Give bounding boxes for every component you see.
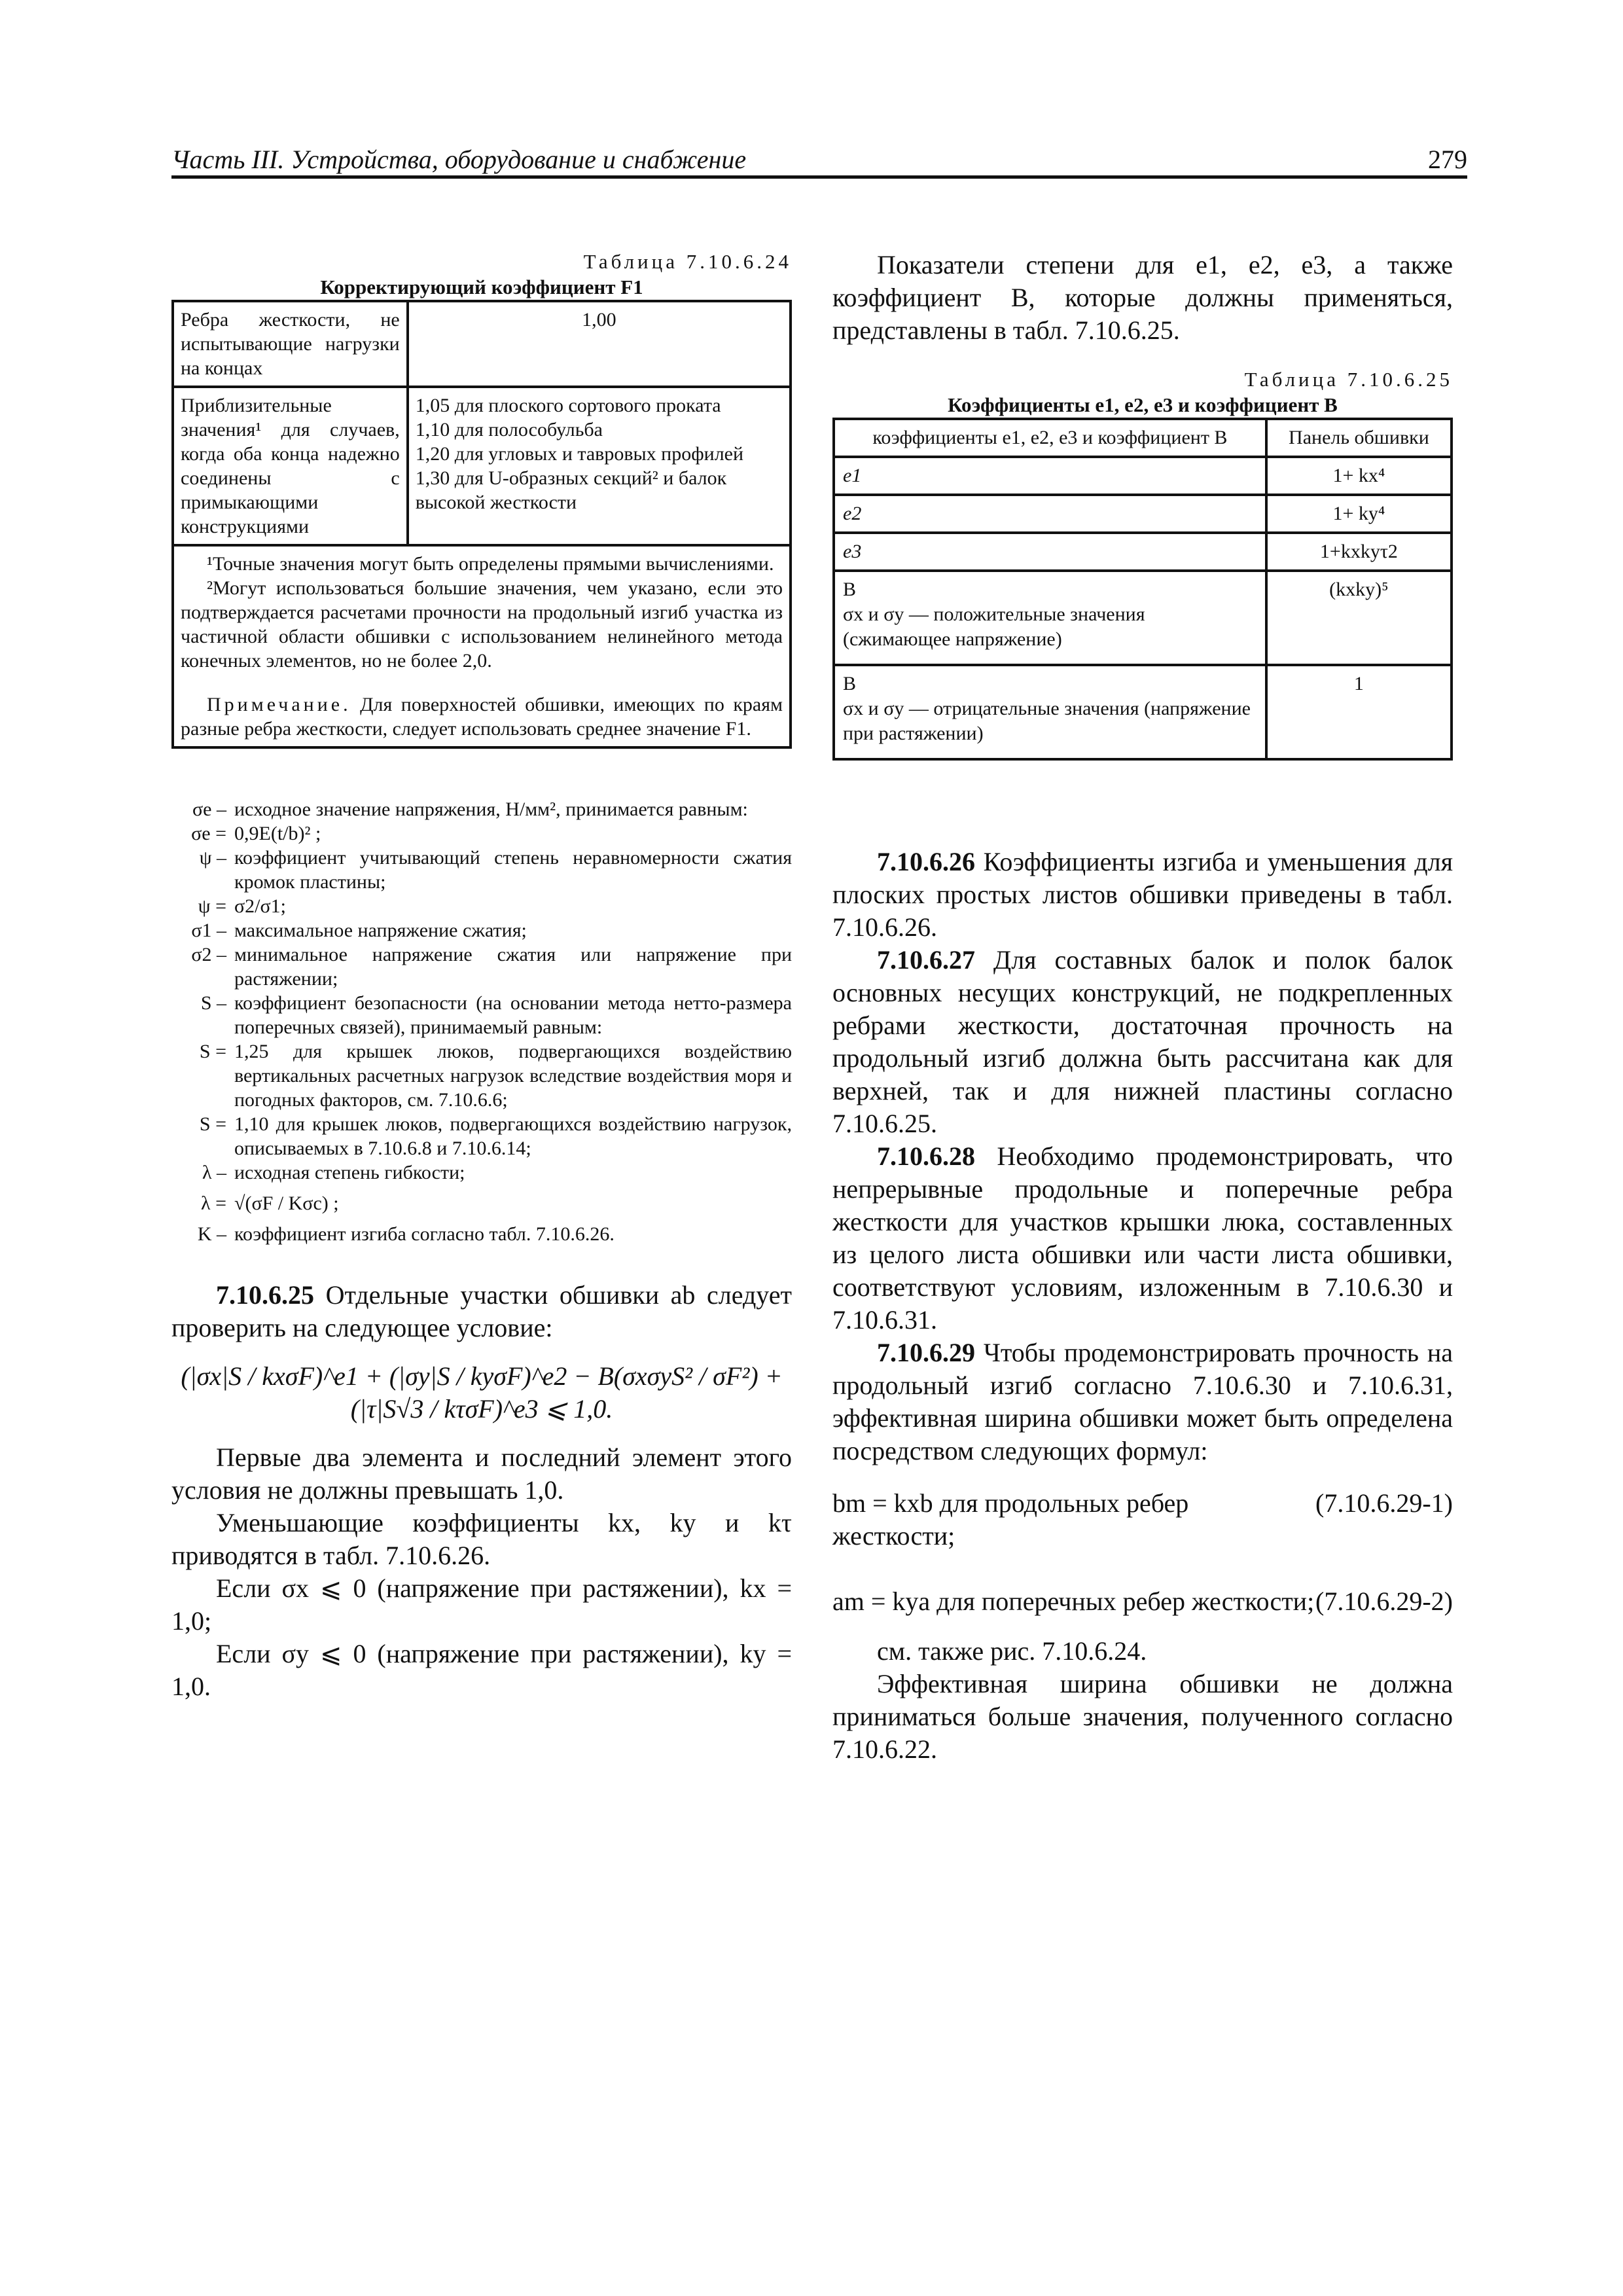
table-24-row1-value: 1,00 bbox=[408, 301, 791, 387]
formula-29-2: (7.10.6.29-2) am = kya для поперечных ребер жесткости; bbox=[832, 1585, 1453, 1618]
definition-item: ψ = σ2/σ1; bbox=[198, 895, 287, 917]
table-24 bbox=[171, 300, 792, 749]
table-24-note bbox=[181, 692, 783, 741]
definition-item: λ – исходная степень гибкости; bbox=[202, 1162, 465, 1183]
table-25-title: Коэффициенты e1, e2, e3 и коэффициент B bbox=[948, 393, 1338, 416]
buckling-condition-formula: (|σx|S / kxσF)^e1 + (|σy|S / kyσF)^e2 − B(σxσyS² / σF²) + (|τ|S√3 / kτσF)^e3 ⩽ 1,0. bbox=[181, 1361, 783, 1424]
definition-item: σe – исходное значение напряжения, Н/мм², принимается равным: bbox=[192, 798, 748, 820]
intro-paragraph: Показатели степени для e1, e2, e3, а также коэффициент B, которые должны применяться, представлены в табл. 7.10.6.25. bbox=[832, 250, 1453, 345]
paragraph: Если σy ⩽ 0 (напряжение при растяжении), ky = 1,0. bbox=[171, 1639, 792, 1701]
paragraph: Если σx ⩽ 0 (напряжение при растяжении), kx = 1,0; bbox=[171, 1573, 792, 1636]
definition-item: σ2 – минимальное напряжение сжатия или напряжение при растяжении; bbox=[191, 944, 792, 990]
table-row: B σx и σy — отрицательные значения (напряжение при растяжении) 1 bbox=[834, 665, 1452, 759]
table-row bbox=[173, 387, 791, 545]
definition-item: σe = 0,9E(t/b)² ; bbox=[191, 823, 321, 844]
table-24-value-line: 1,10 для полособульба bbox=[415, 419, 603, 440]
table-24-row1-label: Ребра жесткости, не испытывающие нагрузки на концах bbox=[173, 301, 408, 387]
paragraph: Уменьшающие коэффициенты kx, ky и kτ приводятся в табл. 7.10.6.26. bbox=[171, 1508, 792, 1570]
table-row: e1 1+ kx⁴ bbox=[834, 457, 1452, 495]
note-text: Для поверхностей обшивки, имеющих по краям разные ребра жесткости, следует использовать среднее значение F1. bbox=[181, 694, 783, 740]
definition-item: K – коэффициент изгиба согласно табл. 7.10.6.26. bbox=[197, 1223, 615, 1245]
table-24-value-line: 1,05 для плоского сортового проката bbox=[415, 395, 721, 416]
definition-item: S = 1,10 для крышек люков, подвергающихся воздействию нагрузок, описываемых в 7.10.6.8 и 7.10.6.14; bbox=[199, 1113, 792, 1159]
table-header-row bbox=[834, 419, 1452, 457]
paragraph-7-10-6-27: 7.10.6.27 Для составных балок и полок балок основных несущих конструкций, не подкрепленных ребрами жесткости, достаточная прочность на продольный изгиб должна быть рассчитана как для верхней, так и для нижней пластины согласно 7.10.6.25. bbox=[832, 945, 1453, 1138]
definition-item: λ = √(σF / Kσc) ; bbox=[201, 1193, 339, 1214]
definition-item: S – коэффициент безопасности (на основании метода нетто-размера поперечных связей), принимаемый равным: bbox=[200, 992, 792, 1038]
table-row: B σx и σy — положительные значения (сжимающее напряжение) (kxky)⁵ bbox=[834, 571, 1452, 665]
table-row: e3 1+kxkyτ2 bbox=[834, 533, 1452, 571]
definition-item: σ1 – максимальное напряжение сжатия; bbox=[191, 920, 527, 941]
see-also: см. также рис. 7.10.6.24. bbox=[877, 1636, 1147, 1666]
table-24-title: Корректирующий коэффициент F1 bbox=[320, 276, 643, 298]
table-25-head-right: Панель обшивки bbox=[1266, 419, 1452, 457]
note-label: Примечание. bbox=[207, 694, 351, 715]
table-row bbox=[173, 545, 791, 747]
paragraph-7-10-6-28: 7.10.6.28 Необходимо продемонстрировать, что непрерывные продольные и поперечные ребра жесткости для участков крышки люка, составленных из целого листа обшивки или части листа обшивки, соответствуют условиям, изложенным в 7.10.6.30 и 7.10.6.31. bbox=[832, 1141, 1453, 1335]
definition-item: S = 1,25 для крышек люков, подвергающихся воздействию вертикальных расчетных нагрузок вследствие воздействия моря и погодных факторов, см. 7.10.6.6; bbox=[199, 1041, 792, 1111]
footnote-1: ¹Точные значения могут быть определены прямыми вычислениями. bbox=[207, 553, 774, 575]
formula-29-1: (7.10.6.29-1) bm = kxb для продольных ребер жесткости; bbox=[832, 1488, 1453, 1551]
table-row: e2 1+ ky⁴ bbox=[834, 495, 1452, 533]
paragraph-7-10-6-29: 7.10.6.29 Чтобы продемонстрировать прочность на продольный изгиб согласно 7.10.6.30 и 7.10.6.31, эффективная ширина обшивки может быть определена посредством следующих формул: bbox=[832, 1338, 1453, 1465]
left-column bbox=[171, 249, 792, 1703]
definitions-list bbox=[171, 797, 792, 1246]
table-24-caption: Таблица 7.10.6.24 bbox=[583, 250, 792, 273]
definition-item: ψ – коэффициент учитывающий степень неравномерности сжатия кромок пластины; bbox=[199, 847, 792, 893]
table-24-notes bbox=[173, 545, 791, 747]
table-24-row2-values bbox=[408, 387, 791, 545]
paragraph: Первые два элемента и последний элемент этого условия не должны превышать 1,0. bbox=[171, 1443, 792, 1505]
paragraph: Эффективная ширина обшивки не должна приниматься больше значения, полученного согласно 7.10.6.22. bbox=[832, 1669, 1453, 1764]
page-header bbox=[171, 143, 1467, 179]
table-24-value-line: 1,30 для U-образных секций² и балок высокой жесткости bbox=[415, 467, 727, 513]
table-24-row2-label: Приблизительные значения¹ для случаев, когда оба конца надежно соединены с примыкающими конструкциями bbox=[173, 387, 408, 545]
formula-number: (7.10.6.29-2) bbox=[1315, 1587, 1453, 1616]
table-24-value-line: 1,20 для угловых и тавровых профилей bbox=[415, 443, 744, 465]
formula-number: (7.10.6.29-1) bbox=[1315, 1488, 1453, 1518]
table-25 bbox=[832, 418, 1453, 761]
table-25-head-left: коэффициенты e1, e2, e3 и коэффициент B bbox=[834, 419, 1266, 457]
clause-number: 7.10.6.25 bbox=[216, 1280, 314, 1310]
table-row bbox=[173, 301, 791, 387]
right-column bbox=[832, 249, 1453, 1766]
footnote-2: ²Могут использоваться большие значения, чем указано, если это подтверждается расчетами прочности на продольный изгиб участка из частичной области обшивки с использованием нелинейного метода конечных элементов, но не более 2,0. bbox=[181, 577, 783, 672]
header-rule bbox=[171, 175, 1467, 179]
table-25-caption: Таблица 7.10.6.25 bbox=[1244, 368, 1453, 391]
paragraph-7-10-6-25: 7.10.6.25 Отдельные участки обшивки ab следует проверить на следующее условие: bbox=[171, 1280, 792, 1342]
page-number: 279 bbox=[1428, 145, 1467, 174]
paragraph-7-10-6-26: 7.10.6.26 Коэффициенты изгиба и уменьшения для плоских простых листов обшивки приведены в табл. 7.10.6.26. bbox=[832, 847, 1453, 942]
running-title: Часть III. Устройства, оборудование и снабжение bbox=[171, 145, 747, 174]
